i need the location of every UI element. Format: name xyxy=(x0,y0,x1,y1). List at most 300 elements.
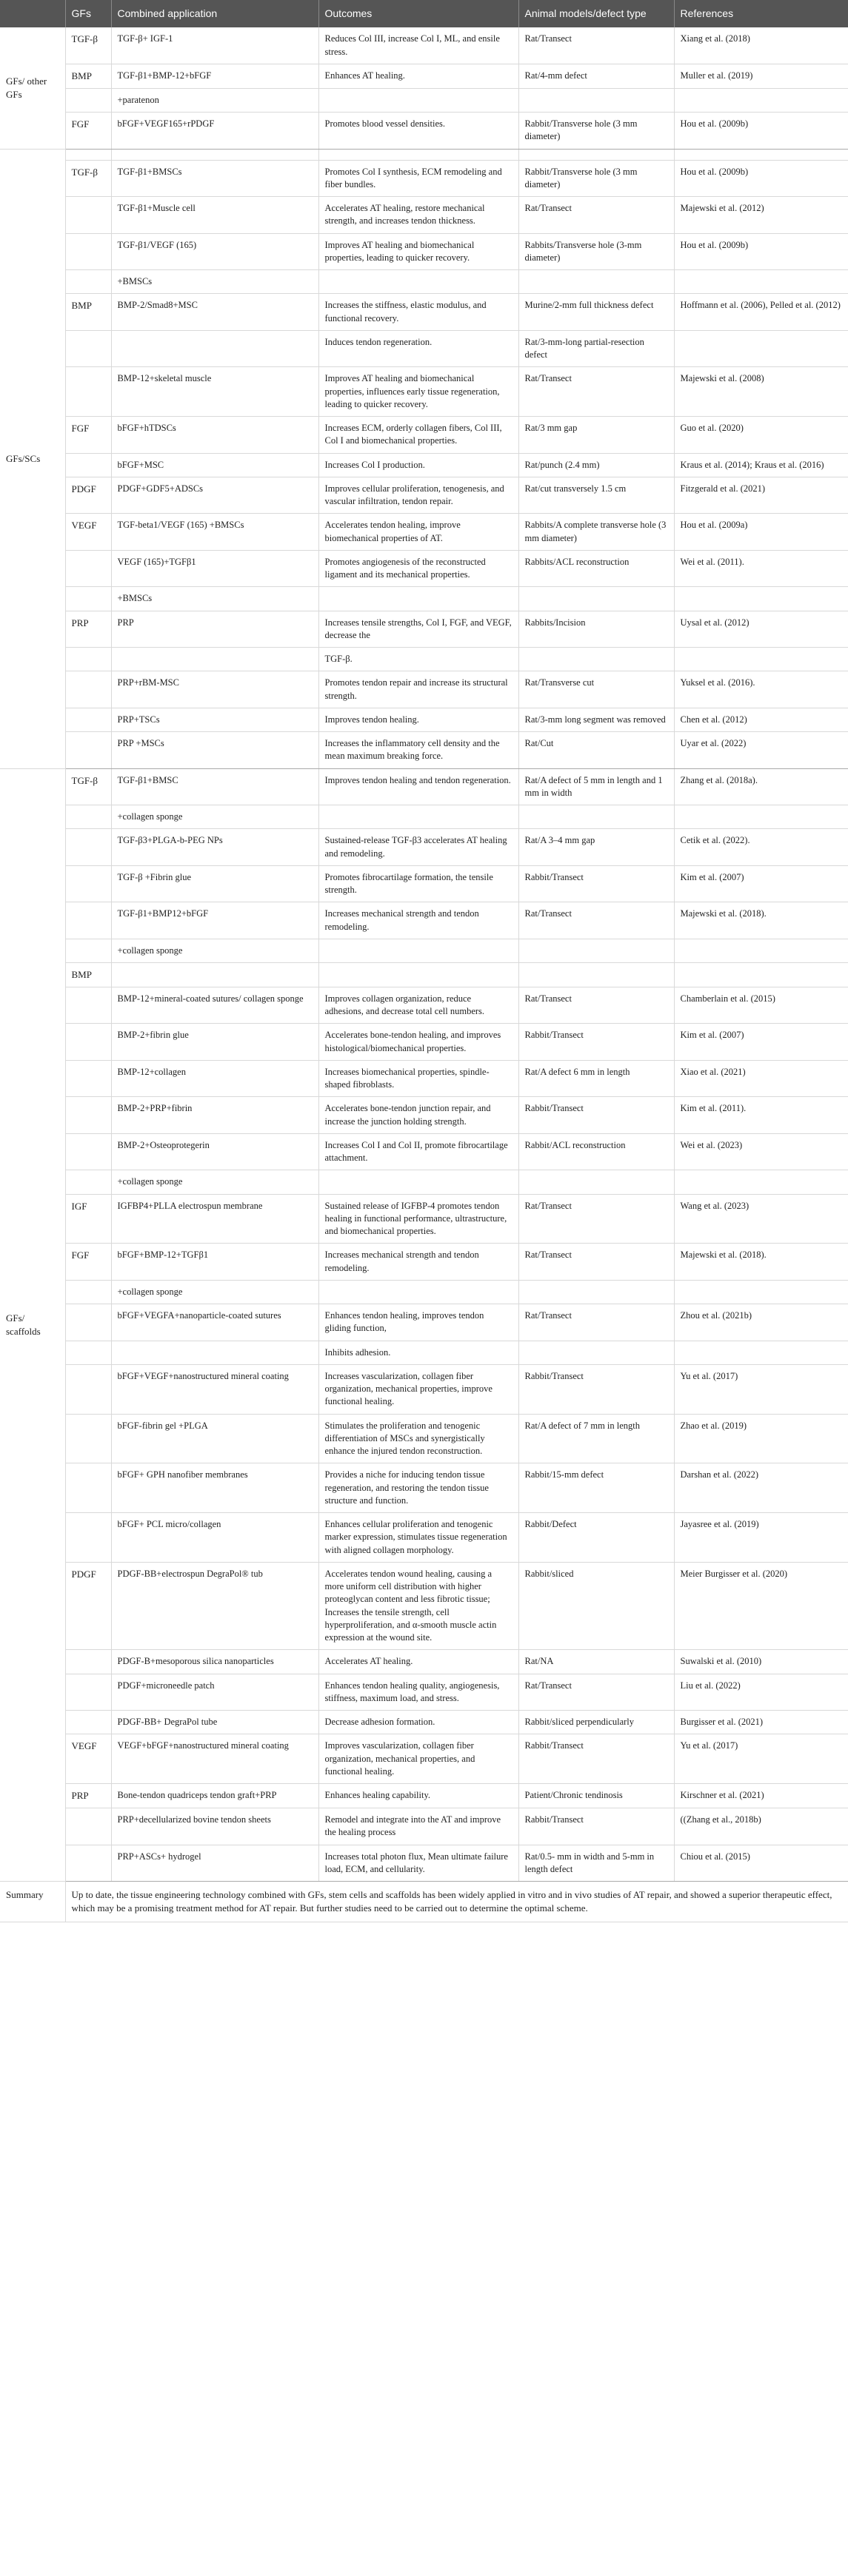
application-cell: PDGF-B+mesoporous silica nanoparticles xyxy=(111,1650,318,1674)
gf-cell xyxy=(65,1513,111,1563)
table-row xyxy=(0,1650,848,1674)
reference-cell: Kim et al. (2007) xyxy=(674,865,848,902)
model-cell: Rabbits/ACL reconstruction xyxy=(518,550,674,587)
application-cell: PRP+TSCs xyxy=(111,708,318,731)
gf-cell xyxy=(65,1414,111,1463)
gf-cell xyxy=(65,1170,111,1194)
table-row xyxy=(0,453,848,477)
outcome-cell: TGF-β. xyxy=(318,648,518,671)
reference-cell: Uyar et al. (2022) xyxy=(674,732,848,769)
outcome-cell: Remodel and integrate into the AT and improve the healing process xyxy=(318,1808,518,1845)
model-cell: Rat/Transect xyxy=(518,1194,674,1244)
gf-cell xyxy=(65,1674,111,1711)
gf-cell xyxy=(65,671,111,708)
outcome-cell: Accelerates AT healing. xyxy=(318,1650,518,1674)
outcome-cell: Increases the inflammatory cell density and the mean maximum breaking force. xyxy=(318,732,518,769)
application-cell: PRP+ASCs+ hydrogel xyxy=(111,1845,318,1882)
application-cell: TGF-β+ IGF-1 xyxy=(111,27,318,64)
reference-cell xyxy=(674,149,848,160)
gf-cell xyxy=(65,550,111,587)
reference-cell: Hou et al. (2009b) xyxy=(674,113,848,150)
table-row xyxy=(0,1244,848,1281)
gf-cell: TGF-β xyxy=(65,160,111,197)
reference-cell: ((Zhang et al., 2018b) xyxy=(674,1808,848,1845)
reference-cell: Yu et al. (2017) xyxy=(674,1734,848,1784)
outcome-cell: Increases Col I and Col II, promote fibrocartilage attachment. xyxy=(318,1133,518,1170)
reference-cell: Majewski et al. (2008) xyxy=(674,367,848,417)
gf-cell xyxy=(65,149,111,160)
table-row xyxy=(0,149,848,160)
model-cell: Rat/A defect of 5 mm in length and 1 mm in width xyxy=(518,768,674,805)
gf-cell: IGF xyxy=(65,1194,111,1244)
application-cell: BMP-12+mineral-coated sutures/ collagen sponge xyxy=(111,987,318,1024)
application-cell: +BMSCs xyxy=(111,270,318,294)
application-cell: TGF-β1+BMP12+bFGF xyxy=(111,902,318,939)
model-cell: Rat/Transect xyxy=(518,902,674,939)
application-cell: bFGF+ GPH nanofiber membranes xyxy=(111,1463,318,1513)
outcome-cell: Enhances AT healing. xyxy=(318,64,518,88)
gf-cell xyxy=(65,1650,111,1674)
reference-cell xyxy=(674,1170,848,1194)
gf-cell: PRP xyxy=(65,611,111,648)
summary-label: Summary xyxy=(0,1882,65,1922)
model-cell: Rat/punch (2.4 mm) xyxy=(518,453,674,477)
outcome-cell: Provides a niche for inducing tendon tissue regeneration, and restoring the tendon tissue structure and function. xyxy=(318,1463,518,1513)
application-cell: bFGF+MSC xyxy=(111,453,318,477)
table-row xyxy=(0,1674,848,1711)
gf-cell: FGF xyxy=(65,417,111,454)
outcome-cell: Improves vascularization, collagen fiber organization, mechanical properties, and functional healing. xyxy=(318,1734,518,1784)
table-header-row xyxy=(0,0,848,27)
model-cell: Rabbit/Transect xyxy=(518,1364,674,1414)
table-row xyxy=(0,113,848,150)
gf-cell: VEGF xyxy=(65,1734,111,1784)
application-cell: TGF-β +Fibrin glue xyxy=(111,865,318,902)
model-cell: Rat/cut transversely 1.5 cm xyxy=(518,477,674,514)
gf-cell xyxy=(65,233,111,270)
gf-cell xyxy=(65,1463,111,1513)
gf-cell xyxy=(65,939,111,962)
table-row xyxy=(0,829,848,866)
table-row xyxy=(0,270,848,294)
reference-cell: Chiou et al. (2015) xyxy=(674,1845,848,1882)
table-row xyxy=(0,1562,848,1650)
table-row xyxy=(0,64,848,88)
reference-cell: Suwalski et al. (2010) xyxy=(674,1650,848,1674)
application-cell: +collagen sponge xyxy=(111,805,318,829)
header-gfs: GFs xyxy=(65,0,111,27)
reference-cell xyxy=(674,1280,848,1304)
model-cell: Murine/2-mm full thickness defect xyxy=(518,294,674,331)
table-row xyxy=(0,708,848,731)
reference-cell: Zhou et al. (2021b) xyxy=(674,1304,848,1341)
gf-cell xyxy=(65,829,111,866)
reference-cell: Hoffmann et al. (2006), Pelled et al. (2012) xyxy=(674,294,848,331)
summary-text: Up to date, the tissue engineering technology combined with GFs, stem cells and scaffolds has been widely applied in vitro and in vivo studies of AT repair, and showed a superior therapeutic effect, which may be a promising treatment method for AT repair. But further studies need to be carried out to determine the optimal scheme. xyxy=(65,1882,848,1922)
model-cell: Rat/Cut xyxy=(518,732,674,769)
reference-cell: Guo et al. (2020) xyxy=(674,417,848,454)
reference-cell: Muller et al. (2019) xyxy=(674,64,848,88)
outcome-cell: Promotes Col I synthesis, ECM remodeling and fiber bundles. xyxy=(318,160,518,197)
application-cell: +collagen sponge xyxy=(111,1170,318,1194)
application-cell: PDGF+microneedle patch xyxy=(111,1674,318,1711)
model-cell: Rat/3-mm long segment was removed xyxy=(518,708,674,731)
reference-cell: Kim et al. (2007) xyxy=(674,1024,848,1061)
reference-cell: Majewski et al. (2018). xyxy=(674,1244,848,1281)
model-cell: Rat/Transect xyxy=(518,367,674,417)
application-cell: BMP-12+collagen xyxy=(111,1060,318,1097)
gf-cell xyxy=(65,367,111,417)
application-cell: BMP-2/Smad8+MSC xyxy=(111,294,318,331)
gf-cell xyxy=(65,1133,111,1170)
gf-cell: BMP xyxy=(65,64,111,88)
application-cell: PRP +MSCs xyxy=(111,732,318,769)
reference-cell: Uysal et al. (2012) xyxy=(674,611,848,648)
gf-cell xyxy=(65,987,111,1024)
reference-cell xyxy=(674,270,848,294)
application-cell: BMP-2+PRP+fibrin xyxy=(111,1097,318,1134)
application-cell: bFGF+VEGF+nanostructured mineral coating xyxy=(111,1364,318,1414)
application-cell xyxy=(111,963,318,987)
gf-cell xyxy=(65,1341,111,1364)
model-cell xyxy=(518,1280,674,1304)
model-cell: Rat/A 3–4 mm gap xyxy=(518,829,674,866)
table-row xyxy=(0,1364,848,1414)
reference-cell: Chamberlain et al. (2015) xyxy=(674,987,848,1024)
application-cell: +BMSCs xyxy=(111,587,318,611)
reference-cell xyxy=(674,963,848,987)
outcome-cell: Promotes tendon repair and increase its structural strength. xyxy=(318,671,518,708)
model-cell: Rat/3 mm gap xyxy=(518,417,674,454)
reference-cell: Wang et al. (2023) xyxy=(674,1194,848,1244)
application-cell: TGF-β1+BMSCs xyxy=(111,160,318,197)
reference-cell: Jayasree et al. (2019) xyxy=(674,1513,848,1563)
model-cell xyxy=(518,88,674,112)
application-cell: PRP+rBM-MSC xyxy=(111,671,318,708)
application-cell: VEGF+bFGF+nanostructured mineral coating xyxy=(111,1734,318,1784)
header-references: References xyxy=(674,0,848,27)
reference-cell: Majewski et al. (2018). xyxy=(674,902,848,939)
table-row xyxy=(0,294,848,331)
outcome-cell xyxy=(318,88,518,112)
table-row xyxy=(0,1734,848,1784)
gf-cell xyxy=(65,805,111,829)
model-cell xyxy=(518,587,674,611)
model-cell xyxy=(518,270,674,294)
outcome-cell: Reduces Col III, increase Col I, ML, and ensile stress. xyxy=(318,27,518,64)
application-cell: BMP-2+Osteoprotegerin xyxy=(111,1133,318,1170)
table-row xyxy=(0,963,848,987)
gf-cell xyxy=(65,270,111,294)
application-cell: TGF-β1+BMSC xyxy=(111,768,318,805)
reference-cell: Kim et al. (2011). xyxy=(674,1097,848,1134)
outcome-cell: Enhances tendon healing, improves tendon gliding function, xyxy=(318,1304,518,1341)
gf-cell: PDGF xyxy=(65,477,111,514)
table-row xyxy=(0,1194,848,1244)
model-cell: Rabbits/A complete transverse hole (3 mm diameter) xyxy=(518,514,674,551)
table-row xyxy=(0,1097,848,1134)
outcome-cell: Enhances cellular proliferation and tenogenic marker expression, stimulates tissue regeneration with aligned collagen morphology. xyxy=(318,1513,518,1563)
application-cell: TGF-β3+PLGA-b-PEG NPs xyxy=(111,829,318,866)
model-cell: Rabbits/Transverse hole (3-mm diameter) xyxy=(518,233,674,270)
application-cell: BMP-12+skeletal muscle xyxy=(111,367,318,417)
table-row xyxy=(0,330,848,367)
table-row xyxy=(0,1845,848,1882)
outcome-cell: Increases mechanical strength and tendon remodeling. xyxy=(318,902,518,939)
model-cell: Rat/A defect 6 mm in length xyxy=(518,1060,674,1097)
table-row xyxy=(0,805,848,829)
category-cell: GFs/ other GFs xyxy=(0,27,65,149)
gf-cell: VEGF xyxy=(65,514,111,551)
outcome-cell: Sustained release of IGFBP-4 promotes tendon healing in functional performance, ultrastructure, and biomechanical properties. xyxy=(318,1194,518,1244)
gf-cell xyxy=(65,902,111,939)
application-cell: bFGF+VEGF165+rPDGF xyxy=(111,113,318,150)
outcome-cell: Improves AT healing and biomechanical properties, leading to quicker recovery. xyxy=(318,233,518,270)
model-cell: Patient/Chronic tendinosis xyxy=(518,1784,674,1808)
reference-cell: Hou et al. (2009b) xyxy=(674,233,848,270)
application-cell: TGF-β1+Muscle cell xyxy=(111,197,318,234)
table-row xyxy=(0,939,848,962)
outcome-cell: Improves collagen organization, reduce adhesions, and decrease total cell numbers. xyxy=(318,987,518,1024)
outcome-cell: Accelerates tendon wound healing, causing a more uniform cell distribution with higher proteoglycan content and less fibrotic tissue; Increases the tensile strength, cell hyperproliferation, and α-smooth muscle actin expression at the wound site. xyxy=(318,1562,518,1650)
model-cell: Rat/Transect xyxy=(518,27,674,64)
outcome-cell: Enhances healing capability. xyxy=(318,1784,518,1808)
model-cell: Rat/Transect xyxy=(518,1304,674,1341)
table-row xyxy=(0,1513,848,1563)
table-row xyxy=(0,902,848,939)
summary-row xyxy=(0,1882,848,1922)
application-cell: TGF-beta1/VEGF (165) +BMSCs xyxy=(111,514,318,551)
gf-cell: BMP xyxy=(65,963,111,987)
gf-cell xyxy=(65,1808,111,1845)
outcome-cell: Increases Col I production. xyxy=(318,453,518,477)
gf-cell: BMP xyxy=(65,294,111,331)
model-cell: Rabbits/Incision xyxy=(518,611,674,648)
gf-cell xyxy=(65,865,111,902)
table-row xyxy=(0,768,848,805)
gf-cell xyxy=(65,732,111,769)
application-cell: PRP xyxy=(111,611,318,648)
table-row xyxy=(0,367,848,417)
reference-cell: Hou et al. (2009a) xyxy=(674,514,848,551)
gf-cell xyxy=(65,1304,111,1341)
outcome-cell: Increases ECM, orderly collagen fibers, Col III, Col I and biomechanical properties. xyxy=(318,417,518,454)
outcome-cell xyxy=(318,963,518,987)
gf-cell xyxy=(65,587,111,611)
table-row xyxy=(0,1024,848,1061)
outcome-cell xyxy=(318,149,518,160)
table-row xyxy=(0,1170,848,1194)
application-cell xyxy=(111,648,318,671)
model-cell: Rat/A defect of 7 mm in length xyxy=(518,1414,674,1463)
application-cell: +paratenon xyxy=(111,88,318,112)
table-row xyxy=(0,587,848,611)
model-cell: Rabbit/sliced xyxy=(518,1562,674,1650)
table-row xyxy=(0,1060,848,1097)
reference-cell xyxy=(674,648,848,671)
gf-cell xyxy=(65,330,111,367)
reference-cell: Xiang et al. (2018) xyxy=(674,27,848,64)
application-cell: bFGF+VEGFA+nanoparticle-coated sutures xyxy=(111,1304,318,1341)
outcome-cell: Increases the stiffness, elastic modulus, and functional recovery. xyxy=(318,294,518,331)
table-row xyxy=(0,1784,848,1808)
category-cell: GFs/SCs xyxy=(0,149,65,768)
outcome-cell xyxy=(318,270,518,294)
reference-cell: Cetik et al. (2022). xyxy=(674,829,848,866)
table-row xyxy=(0,514,848,551)
gf-cell: PDGF xyxy=(65,1562,111,1650)
model-cell: Rat/Transverse cut xyxy=(518,671,674,708)
model-cell: Rabbit/sliced perpendicularly xyxy=(518,1711,674,1734)
reference-cell: Wei et al. (2023) xyxy=(674,1133,848,1170)
gf-cell xyxy=(65,1060,111,1097)
outcome-cell: Increases vascularization, collagen fiber organization, mechanical properties, improve functional healing. xyxy=(318,1364,518,1414)
outcome-cell xyxy=(318,939,518,962)
outcome-cell xyxy=(318,587,518,611)
gf-cell xyxy=(65,1024,111,1061)
outcome-cell: Accelerates tendon healing, improve biomechanical properties of AT. xyxy=(318,514,518,551)
reference-cell: Zhang et al. (2018a). xyxy=(674,768,848,805)
model-cell: Rat/Transect xyxy=(518,987,674,1024)
outcome-cell: Increases total photon flux, Mean ultimate failure load, ECM, and cellularity. xyxy=(318,1845,518,1882)
gf-cell xyxy=(65,708,111,731)
gf-cell xyxy=(65,197,111,234)
table-row xyxy=(0,611,848,648)
gf-cell xyxy=(65,648,111,671)
outcome-cell: Improves cellular proliferation, tenogenesis, and vascular infiltration, tendon repair. xyxy=(318,477,518,514)
header-animal-models: Animal models/defect type xyxy=(518,0,674,27)
table-row xyxy=(0,865,848,902)
outcome-cell: Increases tensile strengths, Col I, FGF, and VEGF, decrease the xyxy=(318,611,518,648)
application-cell: PDGF-BB+electrospun DegraPol® tub xyxy=(111,1562,318,1650)
application-cell: VEGF (165)+TGFβ1 xyxy=(111,550,318,587)
application-cell: +collagen sponge xyxy=(111,939,318,962)
gf-cell: FGF xyxy=(65,1244,111,1281)
reference-cell xyxy=(674,805,848,829)
model-cell xyxy=(518,805,674,829)
application-cell: IGFBP4+PLLA electrospun membrane xyxy=(111,1194,318,1244)
outcome-cell: Increases mechanical strength and tendon remodeling. xyxy=(318,1244,518,1281)
reference-cell: Yu et al. (2017) xyxy=(674,1364,848,1414)
reference-cell: Zhao et al. (2019) xyxy=(674,1414,848,1463)
gf-cell: FGF xyxy=(65,113,111,150)
table-row xyxy=(0,417,848,454)
outcome-cell xyxy=(318,805,518,829)
application-cell: TGF-β1/VEGF (165) xyxy=(111,233,318,270)
table-row xyxy=(0,1414,848,1463)
table-row xyxy=(0,477,848,514)
table-row xyxy=(0,88,848,112)
application-cell: TGF-β1+BMP-12+bFGF xyxy=(111,64,318,88)
model-cell xyxy=(518,648,674,671)
table-row xyxy=(0,27,848,64)
reference-cell: Majewski et al. (2012) xyxy=(674,197,848,234)
model-cell: Rabbit/Transect xyxy=(518,1097,674,1134)
table-row xyxy=(0,197,848,234)
header-outcomes: Outcomes xyxy=(318,0,518,27)
reference-cell xyxy=(674,939,848,962)
reference-cell: Xiao et al. (2021) xyxy=(674,1060,848,1097)
table-row xyxy=(0,671,848,708)
gf-cell xyxy=(65,1711,111,1734)
model-cell: Rabbit/15-mm defect xyxy=(518,1463,674,1513)
outcome-cell: Improves tendon healing. xyxy=(318,708,518,731)
table-body xyxy=(0,27,848,1881)
model-cell: Rat/NA xyxy=(518,1650,674,1674)
reference-cell: Burgisser et al. (2021) xyxy=(674,1711,848,1734)
model-cell: Rabbit/Transverse hole (3 mm diameter) xyxy=(518,160,674,197)
reference-cell: Kirschner et al. (2021) xyxy=(674,1784,848,1808)
outcome-cell: Promotes angiogenesis of the reconstructed ligament and its mechanical properties. xyxy=(318,550,518,587)
model-cell: Rabbit/Transverse hole (3 mm diameter) xyxy=(518,113,674,150)
table-row xyxy=(0,1133,848,1170)
model-cell: Rabbit/Defect xyxy=(518,1513,674,1563)
table-row xyxy=(0,1463,848,1513)
table-row xyxy=(0,732,848,769)
model-cell: Rat/Transect xyxy=(518,1674,674,1711)
table-row xyxy=(0,1304,848,1341)
table-row xyxy=(0,987,848,1024)
table-row xyxy=(0,648,848,671)
model-cell: Rat/4-mm defect xyxy=(518,64,674,88)
outcome-cell: Accelerates bone-tendon healing, and improves histological/biomechanical properties. xyxy=(318,1024,518,1061)
gf-cell xyxy=(65,88,111,112)
table-row xyxy=(0,1808,848,1845)
table-row xyxy=(0,1280,848,1304)
reference-cell: Wei et al. (2011). xyxy=(674,550,848,587)
outcome-cell xyxy=(318,1170,518,1194)
model-cell: Rat/Transect xyxy=(518,1244,674,1281)
model-cell: Rabbit/Transect xyxy=(518,1808,674,1845)
model-cell: Rabbit/Transect xyxy=(518,1734,674,1784)
outcome-cell: Inhibits adhesion. xyxy=(318,1341,518,1364)
outcome-cell: Promotes fibrocartilage formation, the tensile strength. xyxy=(318,865,518,902)
model-cell xyxy=(518,1170,674,1194)
reference-cell: Liu et al. (2022) xyxy=(674,1674,848,1711)
gf-cell xyxy=(65,1097,111,1134)
gf-cell xyxy=(65,1845,111,1882)
outcome-cell xyxy=(318,1280,518,1304)
reference-cell: Fitzgerald et al. (2021) xyxy=(674,477,848,514)
reference-cell: Meier Burgisser et al. (2020) xyxy=(674,1562,848,1650)
reference-cell xyxy=(674,88,848,112)
outcome-cell: Increases biomechanical properties, spindle-shaped fibroblasts. xyxy=(318,1060,518,1097)
application-cell: PDGF+GDF5+ADSCs xyxy=(111,477,318,514)
application-cell: bFGF+hTDSCs xyxy=(111,417,318,454)
outcome-cell: Sustained-release TGF-β3 accelerates AT healing and remodeling. xyxy=(318,829,518,866)
reference-cell: Chen et al. (2012) xyxy=(674,708,848,731)
category-cell: GFs/ scaffolds xyxy=(0,768,65,1882)
outcome-cell: Promotes blood vessel densities. xyxy=(318,113,518,150)
gf-cell: PRP xyxy=(65,1784,111,1808)
application-cell: bFGF+BMP-12+TGFβ1 xyxy=(111,1244,318,1281)
outcome-cell: Decrease adhesion formation. xyxy=(318,1711,518,1734)
reference-cell: Hou et al. (2009b) xyxy=(674,160,848,197)
table-row xyxy=(0,550,848,587)
table-row xyxy=(0,160,848,197)
application-cell: BMP-2+fibrin glue xyxy=(111,1024,318,1061)
gf-cell: TGF-β xyxy=(65,768,111,805)
outcome-cell: Enhances tendon healing quality, angiogenesis, stiffness, maximum load, and stress. xyxy=(318,1674,518,1711)
outcome-cell: Accelerates AT healing, restore mechanical strength, and increases tendon thickness. xyxy=(318,197,518,234)
gf-cell: TGF-β xyxy=(65,27,111,64)
table-row xyxy=(0,1341,848,1364)
application-cell: +collagen sponge xyxy=(111,1280,318,1304)
model-cell: Rat/3-mm-long partial-resection defect xyxy=(518,330,674,367)
reference-cell xyxy=(674,1341,848,1364)
reference-cell xyxy=(674,330,848,367)
model-cell: Rabbit/Transect xyxy=(518,865,674,902)
